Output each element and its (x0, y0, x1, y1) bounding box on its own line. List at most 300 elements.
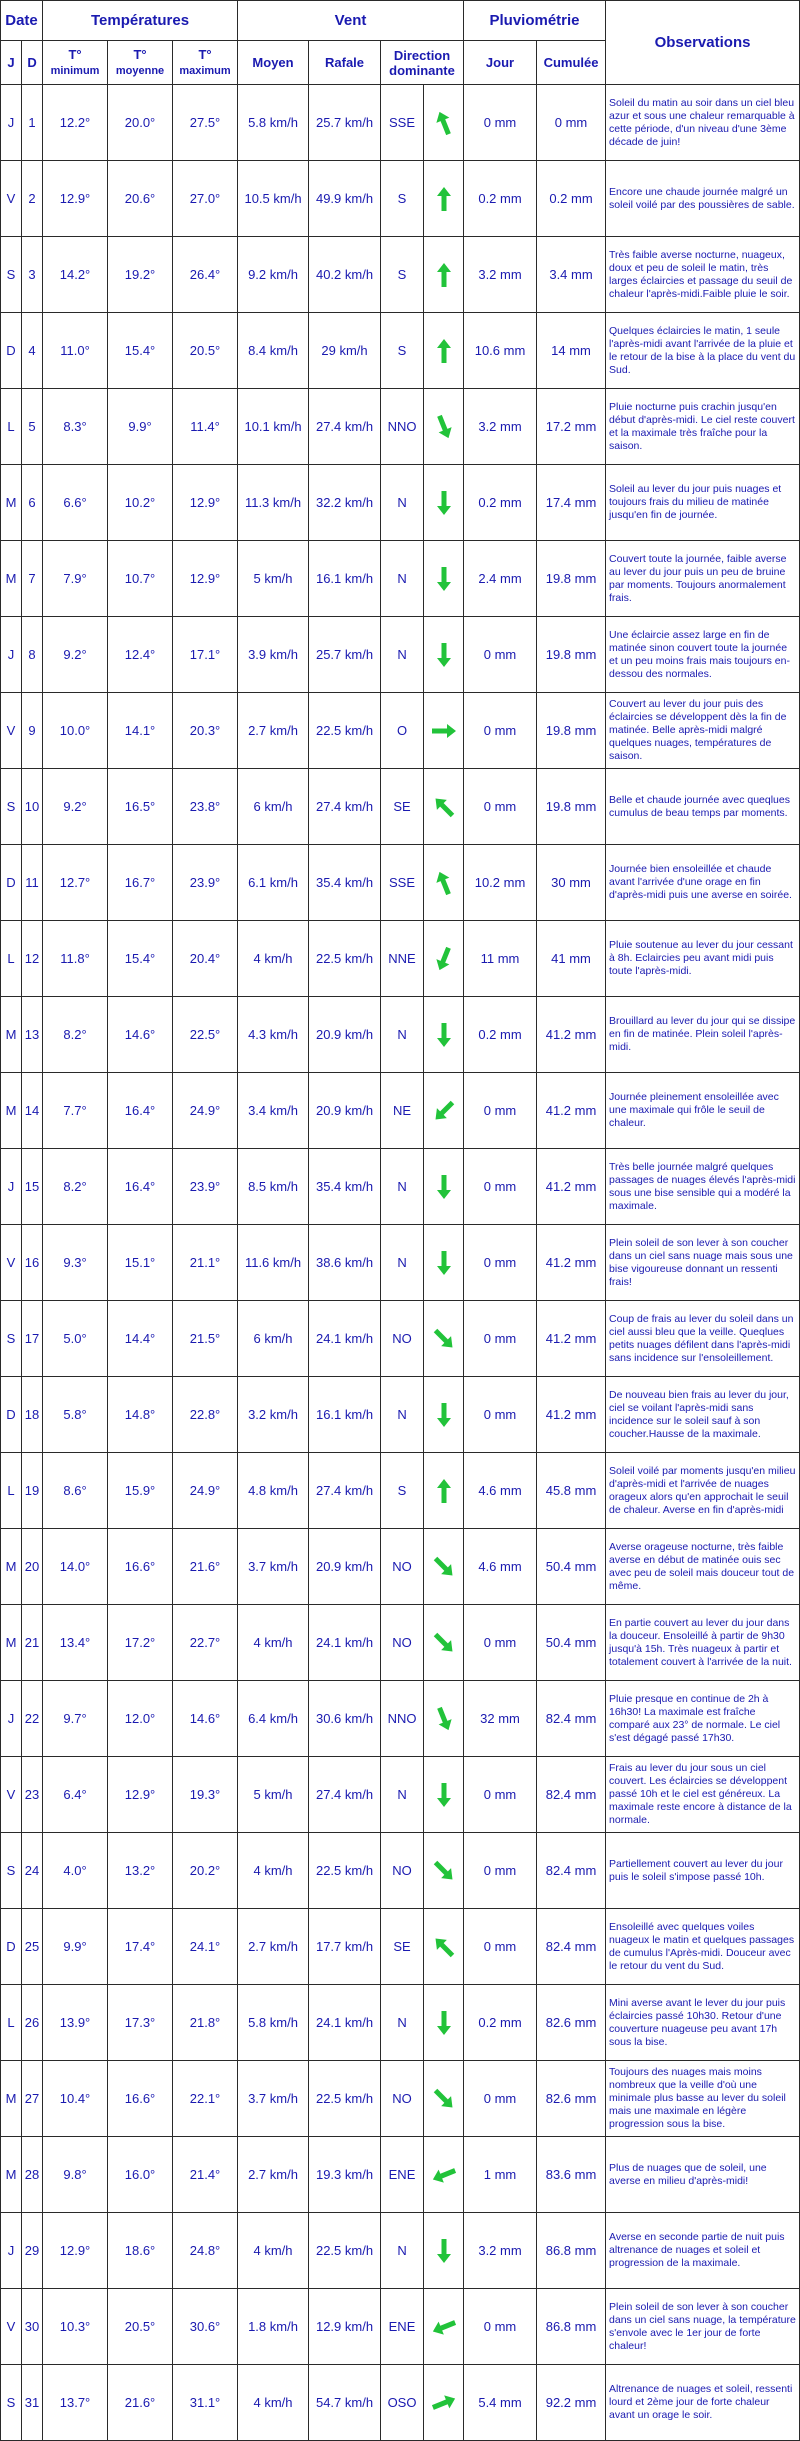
wind-arrow-cell (424, 465, 464, 541)
wind-gust: 27.4 km/h (309, 769, 381, 845)
wind-direction: NO (381, 1301, 424, 1377)
wind-direction: N (381, 997, 424, 1073)
wind-direction: NE (381, 1073, 424, 1149)
wind-arrow-icon (429, 1096, 459, 1126)
day-letter: S (1, 1301, 22, 1377)
rain-day: 0 mm (464, 769, 537, 845)
rain-day: 0 mm (464, 1377, 537, 1453)
observation-text: Journée bien ensoleillée et chaude avant l'arrivée d'une orage en fin d'après-midi puis une averse en soirée. (606, 845, 800, 921)
wind-arrow-icon (429, 336, 459, 366)
rain-day: 0 mm (464, 693, 537, 769)
rain-day: 4.6 mm (464, 1529, 537, 1605)
wind-direction: S (381, 1453, 424, 1529)
header-observations: Observations (606, 1, 800, 85)
rain-cumulative: 17.4 mm (537, 465, 606, 541)
temp-avg: 16.6° (108, 1529, 173, 1605)
rain-day: 32 mm (464, 1681, 537, 1757)
day-letter: L (1, 1985, 22, 2061)
rain-day: 0 mm (464, 1149, 537, 1225)
temp-avg: 14.4° (108, 1301, 173, 1377)
wind-avg: 3.4 km/h (238, 1073, 309, 1149)
wind-arrow-icon (429, 1628, 459, 1658)
day-number: 23 (22, 1757, 43, 1833)
wind-avg: 9.2 km/h (238, 237, 309, 313)
table-row (1, 693, 800, 769)
wind-gust: 22.5 km/h (309, 1833, 381, 1909)
temp-max: 12.9° (173, 541, 238, 617)
observation-text: Couvert au lever du jour puis des éclaircies se développent dès la fin de matinée. Belle après-midi malgré quelques nuages, températures de saison. (606, 693, 800, 769)
day-number: 12 (22, 921, 43, 997)
wind-avg: 10.5 km/h (238, 161, 309, 237)
temp-avg: 14.6° (108, 997, 173, 1073)
table-row (1, 2289, 800, 2365)
wind-avg: 2.7 km/h (238, 2137, 309, 2213)
wind-arrow-cell (424, 1529, 464, 1605)
header-vent: Vent (238, 1, 464, 41)
temp-min: 9.8° (43, 2137, 108, 2213)
wind-direction: NO (381, 2061, 424, 2137)
rain-cumulative: 41.2 mm (537, 1301, 606, 1377)
rain-cumulative: 41.2 mm (537, 1149, 606, 1225)
rain-cumulative: 86.8 mm (537, 2289, 606, 2365)
wind-arrow-icon (429, 792, 459, 822)
wind-arrow-cell (424, 389, 464, 465)
table-row (1, 541, 800, 617)
rain-day: 3.2 mm (464, 237, 537, 313)
temp-min: 9.2° (43, 769, 108, 845)
wind-arrow-cell (424, 769, 464, 845)
table-row (1, 1681, 800, 1757)
wind-avg: 11.3 km/h (238, 465, 309, 541)
wind-gust: 25.7 km/h (309, 617, 381, 693)
wind-direction: SE (381, 769, 424, 845)
wind-direction: NNO (381, 389, 424, 465)
table-row (1, 1453, 800, 1529)
temp-avg: 15.1° (108, 1225, 173, 1301)
observation-text: Soleil au lever du jour puis nuages et toujours frais du milieu de matinée jusqu'en fin de journée. (606, 465, 800, 541)
temp-avg: 16.6° (108, 2061, 173, 2137)
day-letter: M (1, 1605, 22, 1681)
day-number: 7 (22, 541, 43, 617)
temp-avg: 17.3° (108, 1985, 173, 2061)
wind-arrow-cell (424, 1453, 464, 1529)
table-row (1, 1149, 800, 1225)
rain-cumulative: 19.8 mm (537, 617, 606, 693)
temp-min: 7.7° (43, 1073, 108, 1149)
table-row (1, 1225, 800, 1301)
wind-direction: NO (381, 1605, 424, 1681)
table-row (1, 1909, 800, 1985)
observation-text: Brouillard au lever du jour qui se dissipe en fin de matinée. Plein soleil l'après-midi. (606, 997, 800, 1073)
wind-arrow-cell (424, 1377, 464, 1453)
rain-day: 10.2 mm (464, 845, 537, 921)
wind-arrow-cell (424, 85, 464, 161)
day-number: 27 (22, 2061, 43, 2137)
header-temperatures: Températures (43, 1, 238, 41)
observation-text: Soleil du matin au soir dans un ciel bleu azur et sous une chaleur remarquable à cette période, d'un niveau d'une 3ème décade de juin! (606, 85, 800, 161)
day-letter: J (1, 2213, 22, 2289)
wind-direction: N (381, 2213, 424, 2289)
day-number: 8 (22, 617, 43, 693)
wind-arrow-cell (424, 1225, 464, 1301)
temp-avg: 10.2° (108, 465, 173, 541)
temp-avg: 20.6° (108, 161, 173, 237)
temp-max: 30.6° (173, 2289, 238, 2365)
temp-max: 20.4° (173, 921, 238, 997)
wind-avg: 3.7 km/h (238, 1529, 309, 1605)
temp-min: 13.7° (43, 2365, 108, 2441)
day-number: 3 (22, 237, 43, 313)
rain-cumulative: 14 mm (537, 313, 606, 389)
temp-avg: 16.4° (108, 1149, 173, 1225)
temp-avg: 18.6° (108, 2213, 173, 2289)
wind-direction: OSO (381, 2365, 424, 2441)
wind-avg: 3.7 km/h (238, 2061, 309, 2137)
temp-max: 21.5° (173, 1301, 238, 1377)
rain-cumulative: 0 mm (537, 85, 606, 161)
temp-avg: 20.0° (108, 85, 173, 161)
day-number: 17 (22, 1301, 43, 1377)
rain-day: 0.2 mm (464, 161, 537, 237)
table-row (1, 313, 800, 389)
wind-arrow-icon (429, 640, 459, 670)
day-letter: D (1, 845, 22, 921)
header-j: J (1, 41, 22, 85)
temp-min: 12.9° (43, 161, 108, 237)
rain-cumulative: 3.4 mm (537, 237, 606, 313)
observation-text: Journée pleinement ensoleillée avec une maximale qui frôle le seuil de chaleur. (606, 1073, 800, 1149)
table-row (1, 389, 800, 465)
temp-max: 22.5° (173, 997, 238, 1073)
day-letter: M (1, 997, 22, 1073)
temp-min: 9.3° (43, 1225, 108, 1301)
header-cumulee: Cumulée (537, 41, 606, 85)
wind-arrow-cell (424, 1301, 464, 1377)
table-row (1, 921, 800, 997)
day-letter: M (1, 2137, 22, 2213)
wind-gust: 22.5 km/h (309, 921, 381, 997)
wind-gust: 54.7 km/h (309, 2365, 381, 2441)
observation-text: Altrenance de nuages et soleil, ressenti lourd et 2ème jour de forte chaleur avant un orage le soir. (606, 2365, 800, 2441)
wind-gust: 19.3 km/h (309, 2137, 381, 2213)
day-number: 22 (22, 1681, 43, 1757)
wind-arrow-icon (429, 488, 459, 518)
table-row (1, 845, 800, 921)
temp-avg: 13.2° (108, 1833, 173, 1909)
table-row (1, 2365, 800, 2441)
header-direction: Direction dominante (381, 41, 464, 85)
day-number: 4 (22, 313, 43, 389)
temp-avg: 10.7° (108, 541, 173, 617)
wind-avg: 8.5 km/h (238, 1149, 309, 1225)
temp-min: 13.9° (43, 1985, 108, 2061)
day-letter: V (1, 1225, 22, 1301)
table-row (1, 1605, 800, 1681)
wind-arrow-icon (429, 1552, 459, 1582)
wind-gust: 16.1 km/h (309, 541, 381, 617)
wind-gust: 22.5 km/h (309, 693, 381, 769)
wind-avg: 4 km/h (238, 921, 309, 997)
observation-text: Plus de nuages que de soleil, une averse en milieu d'après-midi! (606, 2137, 800, 2213)
header-tmax: T° maximum (173, 41, 238, 85)
wind-avg: 3.9 km/h (238, 617, 309, 693)
wind-arrow-cell (424, 1909, 464, 1985)
wind-arrow-cell (424, 845, 464, 921)
observation-text: Pluie soutenue au lever du jour cessant à 8h. Eclaircies peu avant midi puis toute l'après-midi. (606, 921, 800, 997)
temp-max: 21.4° (173, 2137, 238, 2213)
wind-direction: NNE (381, 921, 424, 997)
table-row (1, 237, 800, 313)
wind-arrow-icon (429, 564, 459, 594)
temp-max: 20.2° (173, 1833, 238, 1909)
wind-avg: 4 km/h (238, 1605, 309, 1681)
wind-direction: NNO (381, 1681, 424, 1757)
temp-max: 11.4° (173, 389, 238, 465)
temp-max: 24.9° (173, 1073, 238, 1149)
day-letter: J (1, 85, 22, 161)
wind-arrow-cell (424, 161, 464, 237)
wind-arrow-cell (424, 2061, 464, 2137)
wind-gust: 17.7 km/h (309, 1909, 381, 1985)
observation-text: Averse orageuse nocturne, très faible averse en début de matinée ouis sec avec peu de soleil mais douceur tout de même. (606, 1529, 800, 1605)
wind-gust: 27.4 km/h (309, 389, 381, 465)
temp-max: 20.3° (173, 693, 238, 769)
temp-max: 12.9° (173, 465, 238, 541)
table-row (1, 2137, 800, 2213)
header-tmin: T° minimum (43, 41, 108, 85)
rain-day: 0 mm (464, 2289, 537, 2365)
temp-avg: 14.1° (108, 693, 173, 769)
day-letter: M (1, 2061, 22, 2137)
temp-min: 6.6° (43, 465, 108, 541)
wind-avg: 5.8 km/h (238, 1985, 309, 2061)
day-number: 5 (22, 389, 43, 465)
rain-day: 0 mm (464, 617, 537, 693)
day-number: 19 (22, 1453, 43, 1529)
temp-max: 22.7° (173, 1605, 238, 1681)
rain-cumulative: 19.8 mm (537, 541, 606, 617)
temp-min: 12.7° (43, 845, 108, 921)
wind-arrow-icon (429, 868, 459, 898)
temp-min: 9.2° (43, 617, 108, 693)
rain-cumulative: 82.6 mm (537, 1985, 606, 2061)
wind-arrow-icon (429, 2388, 459, 2418)
temp-avg: 15.4° (108, 921, 173, 997)
wind-arrow-icon (429, 1856, 459, 1886)
wind-direction: N (381, 1757, 424, 1833)
rain-cumulative: 82.4 mm (537, 1757, 606, 1833)
wind-arrow-cell (424, 921, 464, 997)
temp-avg: 16.0° (108, 2137, 173, 2213)
rain-day: 0 mm (464, 1073, 537, 1149)
day-letter: S (1, 1833, 22, 1909)
temp-avg: 21.6° (108, 2365, 173, 2441)
wind-arrow-cell (424, 541, 464, 617)
rain-cumulative: 45.8 mm (537, 1453, 606, 1529)
table-row (1, 617, 800, 693)
temp-avg: 15.9° (108, 1453, 173, 1529)
table-row (1, 1073, 800, 1149)
wind-arrow-cell (424, 1681, 464, 1757)
wind-direction: S (381, 237, 424, 313)
temp-min: 8.2° (43, 997, 108, 1073)
table-row (1, 2213, 800, 2289)
temp-min: 13.4° (43, 1605, 108, 1681)
wind-arrow-icon (429, 108, 459, 138)
wind-gust: 22.5 km/h (309, 2213, 381, 2289)
table-row (1, 1833, 800, 1909)
rain-day: 11 mm (464, 921, 537, 997)
wind-direction: O (381, 693, 424, 769)
table-row (1, 2061, 800, 2137)
table-row (1, 997, 800, 1073)
table-row (1, 769, 800, 845)
day-letter: S (1, 2365, 22, 2441)
wind-arrow-icon (429, 2236, 459, 2266)
day-letter: M (1, 1529, 22, 1605)
wind-direction: N (381, 1149, 424, 1225)
wind-arrow-cell (424, 617, 464, 693)
observation-text: Plein soleil de son lever à son coucher dans un ciel sans nuage, la température s'envole avec le 1er jour de forte chaleur! (606, 2289, 800, 2365)
rain-cumulative: 41.2 mm (537, 1225, 606, 1301)
wind-arrow-icon (429, 1476, 459, 1506)
day-letter: J (1, 1681, 22, 1757)
wind-gust: 25.7 km/h (309, 85, 381, 161)
wind-direction: N (381, 617, 424, 693)
day-letter: V (1, 161, 22, 237)
rain-day: 0 mm (464, 85, 537, 161)
temp-max: 22.1° (173, 2061, 238, 2137)
temp-avg: 12.0° (108, 1681, 173, 1757)
day-letter: D (1, 313, 22, 389)
observation-text: Partiellement couvert au lever du jour puis le soleil s'impose passé 10h. (606, 1833, 800, 1909)
temp-min: 8.2° (43, 1149, 108, 1225)
wind-arrow-icon (429, 2008, 459, 2038)
temp-avg: 14.8° (108, 1377, 173, 1453)
rain-cumulative: 82.4 mm (537, 1833, 606, 1909)
wind-arrow-icon (429, 412, 459, 442)
observation-text: Quelques éclaircies le matin, 1 seule l'après-midi avant l'arrivée de la pluie et le retour de la bise à la place du vent du Sud. (606, 313, 800, 389)
day-number: 14 (22, 1073, 43, 1149)
rain-cumulative: 0.2 mm (537, 161, 606, 237)
temp-max: 23.9° (173, 1149, 238, 1225)
wind-arrow-icon (429, 1780, 459, 1810)
wind-arrow-cell (424, 1985, 464, 2061)
wind-arrow-cell (424, 1757, 464, 1833)
wind-arrow-cell (424, 2365, 464, 2441)
rain-cumulative: 83.6 mm (537, 2137, 606, 2213)
observation-text: Toujours des nuages mais moins nombreux que la veille d'où une minimale plus basse au lever du soleil mais une maximale en légère progression sous la bise. (606, 2061, 800, 2137)
temp-min: 14.2° (43, 237, 108, 313)
wind-avg: 3.2 km/h (238, 1377, 309, 1453)
table-row (1, 161, 800, 237)
temp-avg: 19.2° (108, 237, 173, 313)
temp-max: 17.1° (173, 617, 238, 693)
wind-direction: NO (381, 1529, 424, 1605)
temp-avg: 16.5° (108, 769, 173, 845)
wind-avg: 8.4 km/h (238, 313, 309, 389)
temp-min: 6.4° (43, 1757, 108, 1833)
observation-text: Couvert toute la journée, faible averse au lever du jour puis un peu de bruine par moments. Toujours anormalement frais. (606, 541, 800, 617)
rain-cumulative: 50.4 mm (537, 1605, 606, 1681)
temp-min: 5.8° (43, 1377, 108, 1453)
rain-day: 0.2 mm (464, 1985, 537, 2061)
wind-direction: ENE (381, 2137, 424, 2213)
day-letter: V (1, 2289, 22, 2365)
wind-gust: 16.1 km/h (309, 1377, 381, 1453)
wind-direction: N (381, 1985, 424, 2061)
day-number: 26 (22, 1985, 43, 2061)
wind-avg: 1.8 km/h (238, 2289, 309, 2365)
day-number: 15 (22, 1149, 43, 1225)
wind-gust: 35.4 km/h (309, 845, 381, 921)
day-number: 13 (22, 997, 43, 1073)
observation-text: Coup de frais au lever du soleil dans un ciel aussi bleu que la veille. Queqlues petits nuages défilent dans l'après-midi sans incidence sur l'ensoleillement. (606, 1301, 800, 1377)
day-letter: M (1, 465, 22, 541)
wind-gust: 20.9 km/h (309, 1073, 381, 1149)
rain-day: 4.6 mm (464, 1453, 537, 1529)
rain-cumulative: 82.4 mm (537, 1909, 606, 1985)
temp-min: 12.2° (43, 85, 108, 161)
day-number: 25 (22, 1909, 43, 1985)
temp-avg: 12.4° (108, 617, 173, 693)
day-letter: J (1, 1149, 22, 1225)
wind-arrow-icon (429, 1172, 459, 1202)
wind-direction: ENE (381, 2289, 424, 2365)
wind-arrow-icon (429, 2312, 459, 2342)
wind-arrow-icon (429, 1932, 459, 1962)
wind-gust: 12.9 km/h (309, 2289, 381, 2365)
day-letter: V (1, 693, 22, 769)
wind-direction: SE (381, 1909, 424, 1985)
day-number: 31 (22, 2365, 43, 2441)
rain-day: 0 mm (464, 1833, 537, 1909)
header-rafale: Rafale (309, 41, 381, 85)
wind-arrow-cell (424, 1605, 464, 1681)
table-row (1, 1757, 800, 1833)
day-number: 6 (22, 465, 43, 541)
observation-text: En partie couvert au lever du jour dans la douceur. Ensoleillé à partir de 9h30 jusqu'à 15h. Très nuageux à partir et totalement couvert à l'arrivée de la nuit. (606, 1605, 800, 1681)
wind-direction: N (381, 1225, 424, 1301)
header-moyen: Moyen (238, 41, 309, 85)
temp-max: 22.8° (173, 1377, 238, 1453)
observation-text: Une éclaircie assez large en fin de matinée sinon couvert toute la journée et un peu moins frais mais toujours en-dessou des normales. (606, 617, 800, 693)
day-number: 18 (22, 1377, 43, 1453)
observation-text: Frais au lever du jour sous un ciel couvert. Les éclaircies se développent passé 10h et le ciel est généreux. La maximale reste encore à distance de la normale. (606, 1757, 800, 1833)
wind-arrow-cell (424, 997, 464, 1073)
temp-min: 10.0° (43, 693, 108, 769)
wind-arrow-cell (424, 2213, 464, 2289)
wind-arrow-icon (429, 1324, 459, 1354)
wind-gust: 20.9 km/h (309, 1529, 381, 1605)
observation-text: Soleil voilé par moments jusqu'en milieu d'après-midi et l'arrivée de nuages orageux alors qu'en approchait le seuil de chaleur. Averse en fin d'après-midi (606, 1453, 800, 1529)
wind-arrow-icon (429, 716, 459, 746)
day-number: 29 (22, 2213, 43, 2289)
temp-min: 7.9° (43, 541, 108, 617)
wind-arrow-icon (429, 1020, 459, 1050)
wind-gust: 27.4 km/h (309, 1453, 381, 1529)
rain-cumulative: 41.2 mm (537, 997, 606, 1073)
table-row (1, 1377, 800, 1453)
wind-direction: N (381, 465, 424, 541)
rain-day: 3.2 mm (464, 2213, 537, 2289)
day-letter: S (1, 237, 22, 313)
temp-avg: 16.4° (108, 1073, 173, 1149)
temp-min: 11.8° (43, 921, 108, 997)
table-row (1, 465, 800, 541)
rain-cumulative: 30 mm (537, 845, 606, 921)
header-jour: Jour (464, 41, 537, 85)
